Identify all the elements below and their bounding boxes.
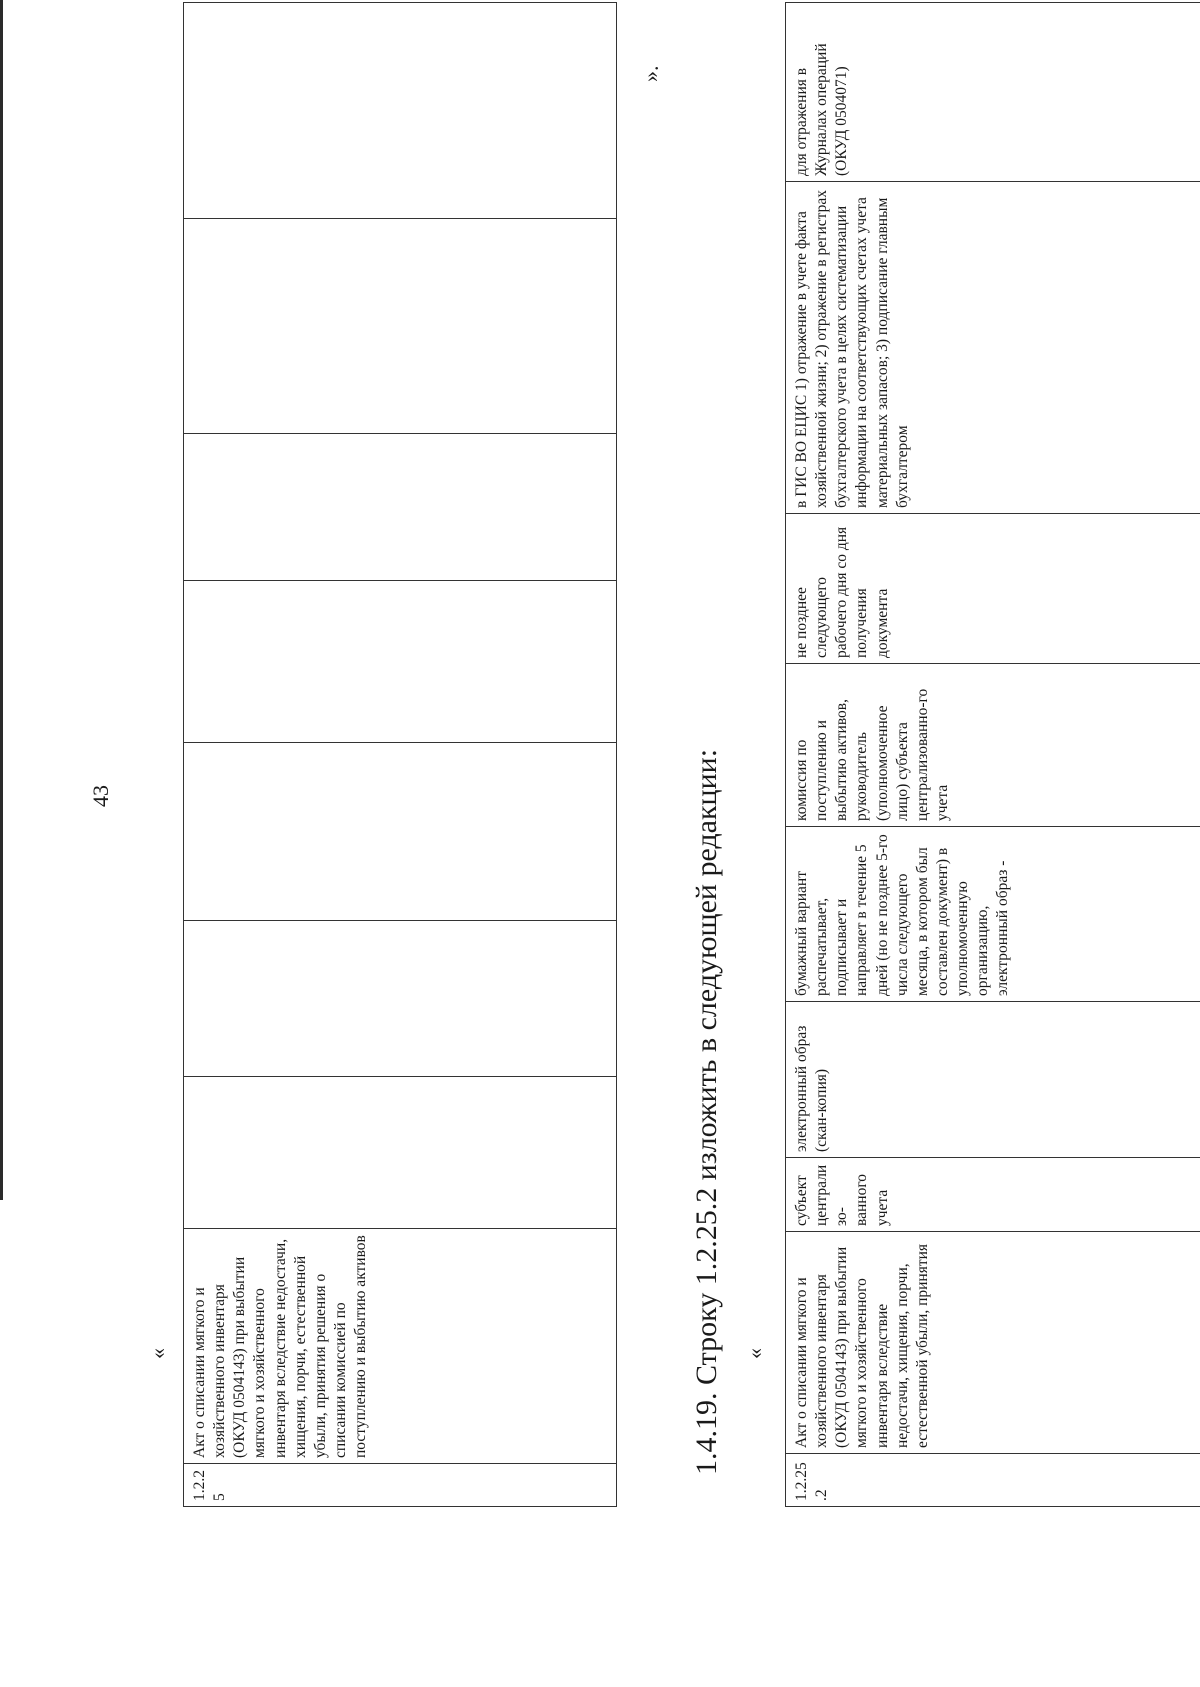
deadline-cell: не позднее следующего рабочего дня со дня получения документа: [786, 514, 1200, 664]
opening-quote: «: [742, 1348, 767, 1359]
empty-cell: [184, 743, 617, 921]
row-code-cell: 1.2.25.2: [786, 1454, 1200, 1507]
amendment-instruction: 1.4.19. Строку 1.2.25.2 изложить в следующей редакции:: [690, 748, 723, 1475]
closing-quote: ».: [638, 65, 663, 82]
empty-cell: [184, 581, 617, 743]
page-number: 43: [88, 785, 113, 807]
creator-cell: субъект централизо-ванного учета: [786, 1158, 1200, 1232]
opening-quote: «: [145, 1348, 170, 1359]
form-cell: электронный образ (скан-копия): [786, 1002, 1200, 1158]
empty-cell: [184, 219, 617, 434]
procedure-cell: бумажный вариант распечатывает, подписывает и направляет в течение 5 дней (но не позднее 5-го числа следующего месяца, в котором был составлен документ) в уполномоченную организацию, электронный образ -: [786, 827, 1200, 1002]
actions-cell: в ГИС ВО ЕЦИС 1) отражение в учете факта хозяйственной жизни; 2) отражение в регистрах бухгалтерского учета в целях систематизации информации на соответствующих счетах учета материальных запасов; 3) подписание главным бухгалтером: [786, 182, 1200, 514]
empty-cell: [184, 434, 617, 581]
purpose-cell: для отражения в Журналах операций (ОКУД 0504071): [786, 3, 1200, 182]
row-code-cell: 1.2.25: [184, 1464, 617, 1507]
previous-table: [183, 2, 617, 1507]
document-name-cell: Акт о списании мягкого и хозяйственного инвентаря (ОКУД 0504143) при выбытии мягкого и хозяйственного инвентаря вследствие недостачи, хищения, порчи, естественной убыли, принятия: [786, 1232, 1200, 1454]
document-name-cell: Акт о списании мягкого и хозяйственного инвентаря (ОКУД 0504143) при выбытии мягкого и хозяйственного инвентаря вследствие недостачи, хищения, порчи, естественной убыли, принятия решения о списании комиссией по поступлению и выбытию активов: [184, 1229, 617, 1464]
responsible-cell: комиссия по поступлению и выбытию активов, руководитель (уполномоченное лицо) субъекта централизованно-го учета: [786, 664, 1200, 827]
table-row: [786, 3, 1200, 1507]
table-row: [184, 3, 617, 1507]
empty-cell: [184, 921, 617, 1077]
amended-table: [785, 2, 1200, 1507]
empty-cell: [184, 3, 617, 219]
empty-cell: [184, 1077, 617, 1229]
